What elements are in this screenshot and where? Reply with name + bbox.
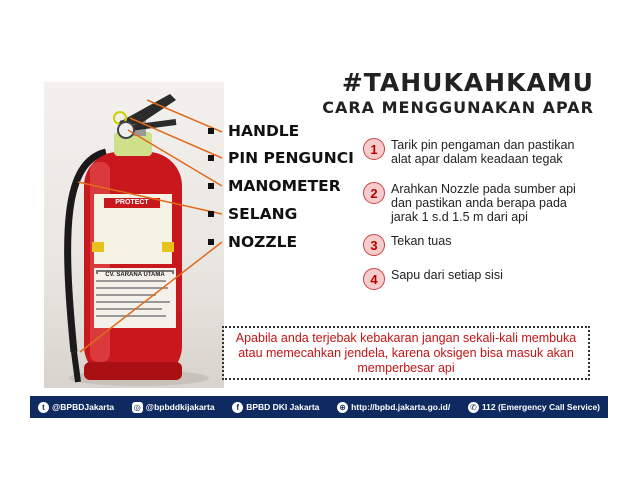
facebook-icon: f (232, 402, 243, 413)
phone-number: 112 (Emergency Call Service) (481, 402, 600, 412)
extinguisher-photo (44, 82, 224, 388)
hashtag-title: #TAHUKAHKAMU (341, 68, 594, 97)
part-handle (208, 122, 299, 140)
part-label: PIN PENGUNCI (228, 149, 354, 167)
part-manometer (208, 177, 341, 195)
company-label: CV. SARANA UTAMA (98, 272, 172, 278)
page-title: CARA MENGGUNAKAN APAR (322, 98, 594, 117)
bullet-icon (208, 183, 214, 189)
twitter-handle: @BPBDJakarta (52, 402, 115, 412)
step-text: Tekan tuas (391, 234, 452, 248)
instagram-link[interactable] (132, 402, 215, 413)
footer-bar (30, 396, 608, 418)
infographic-card (30, 60, 608, 418)
bullet-icon (208, 239, 214, 245)
instagram-handle: @bpbddkijakarta (145, 402, 215, 412)
step-number: 1 (363, 138, 385, 160)
part-nozzle (208, 233, 297, 251)
instagram-icon: ◎ (132, 402, 143, 413)
part-selang (208, 205, 297, 223)
step-number: 4 (363, 268, 385, 290)
part-label: HANDLE (228, 122, 300, 140)
globe-icon: ⊕ (337, 402, 348, 413)
part-pin (208, 149, 354, 167)
step-3 (363, 234, 596, 256)
twitter-link[interactable] (38, 402, 114, 413)
bullet-icon (208, 211, 214, 217)
step-number: 2 (363, 182, 385, 204)
bullet-icon (208, 128, 214, 134)
step-text: Arahkan Nozzle pada sumber api dan pastikan anda berapa pada jarak 1 s.d 1.5 m dari api (391, 182, 576, 224)
step-text: Sapu dari setiap sisi (391, 268, 503, 282)
facebook-name: BPBD DKI Jakarta (246, 402, 320, 412)
step-text: Tarik pin pengaman dan pastikan alat apar dalam keadaan tegak (391, 138, 575, 166)
protect-label: PROTECT (115, 199, 149, 206)
part-label: SELANG (228, 205, 298, 223)
phone-link[interactable] (468, 402, 600, 413)
phone-icon: ✆ (468, 402, 479, 413)
website-link[interactable] (337, 402, 450, 413)
facebook-link[interactable] (232, 402, 319, 413)
step-4 (363, 268, 596, 290)
part-label: NOZZLE (228, 233, 298, 251)
step-2 (363, 182, 596, 224)
warning-text: Apabila anda terjebak kebakaran jangan sekali-kali membuka atau memecahkan jendela, karena oksigen bisa masuk akan memperbesar api (235, 330, 577, 375)
twitter-icon: t (38, 402, 49, 413)
step-1 (363, 138, 596, 166)
bullet-icon (208, 155, 214, 161)
warning-box (222, 326, 590, 380)
step-number: 3 (363, 234, 385, 256)
part-label: MANOMETER (228, 177, 341, 195)
website-url: http://bpbd.jakarta.go.id/ (351, 402, 451, 412)
